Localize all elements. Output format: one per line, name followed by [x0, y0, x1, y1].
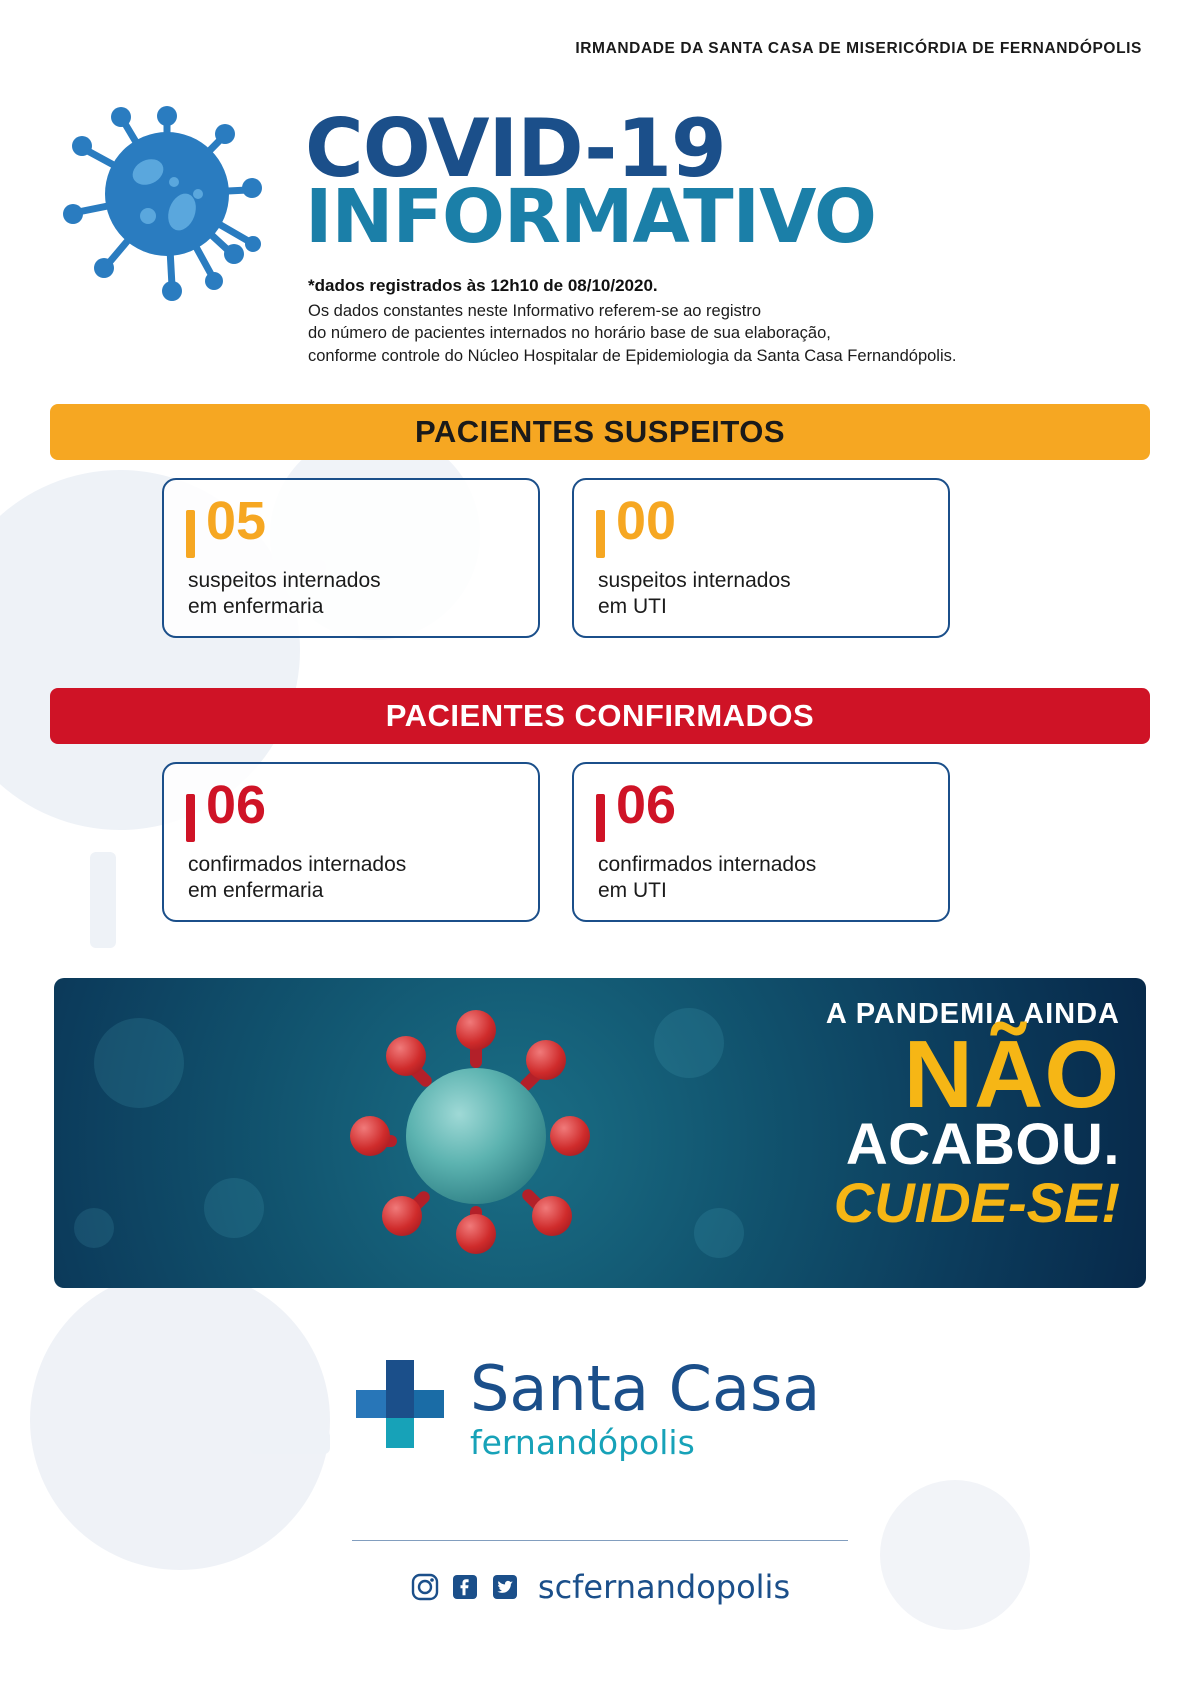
logo-wordmark: [470, 1352, 821, 1462]
campaign-line-4: CUIDE-SE!: [833, 1170, 1120, 1234]
data-note-line-3: conforme controle do Núcleo Hospitalar de Epidemiologia da Santa Casa Fernandópolis.: [308, 346, 957, 365]
data-note: [308, 276, 1098, 367]
campaign-line-3: ACABOU.: [845, 1112, 1120, 1178]
campaign-line-2: NÃO: [903, 1021, 1120, 1128]
title-informativo: INFORMATIVO: [305, 173, 876, 260]
data-note-timestamp: *dados registrados às 12h10 de 08/10/2020.: [308, 276, 658, 295]
stat-description-line-1: confirmados internados: [598, 853, 817, 876]
stat-value: 06: [206, 775, 267, 835]
instagram-icon[interactable]: [410, 1572, 440, 1602]
stat-description: [188, 852, 528, 905]
data-note-line-2: do número de pacientes internados no horário base de sua elaboração,: [308, 324, 831, 343]
twitter-icon[interactable]: [490, 1572, 520, 1602]
stat-description: [598, 852, 938, 905]
coronavirus-icon: [52, 94, 282, 304]
stat-card-suspeitos-uti: [572, 478, 950, 638]
social-handle[interactable]: scfernandopolis: [537, 1568, 791, 1606]
stat-description-line-2: em enfermaria: [188, 879, 324, 903]
footer-divider: [352, 1540, 848, 1541]
accent-bar: [596, 510, 605, 558]
stat-description: [598, 568, 938, 621]
santa-casa-cross-icon: [352, 1360, 448, 1470]
data-note-line-1: Os dados constantes neste Informativo referem-se ao registro: [308, 302, 762, 320]
stat-description-line-2: em UTI: [598, 879, 667, 903]
stat-card-suspeitos-enfermaria: [162, 478, 540, 638]
stat-value: 05: [206, 491, 267, 551]
section-banner-suspeitos: PACIENTES SUSPEITOS: [50, 404, 1150, 460]
poster-title: [305, 102, 876, 260]
accent-bar: [596, 794, 605, 842]
stat-description: [188, 568, 528, 621]
logo-primary-text: Santa Casa: [470, 1352, 821, 1425]
bokeh-decoration: [94, 1018, 184, 1108]
bokeh-decoration: [204, 1178, 264, 1238]
stat-description-line-2: em UTI: [598, 595, 667, 619]
stat-description-line-1: suspeitos internados: [188, 569, 381, 592]
facebook-icon[interactable]: [450, 1572, 480, 1602]
accent-bar: [186, 510, 195, 558]
title-covid: COVID-19: [305, 102, 726, 195]
section-banner-confirmados: PACIENTES CONFIRMADOS: [50, 688, 1150, 744]
campaign-text: [690, 998, 1120, 1234]
stat-description-line-2: em enfermaria: [188, 595, 324, 619]
coronavirus-illustration: [354, 1020, 594, 1245]
stat-description-line-1: suspeitos internados: [598, 569, 791, 592]
bokeh-decoration: [74, 1208, 114, 1248]
accent-bar: [186, 794, 195, 842]
logo-secondary-text: fernandópolis: [470, 1423, 695, 1462]
stat-card-confirmados-uti: [572, 762, 950, 922]
footer-logo: [0, 1352, 1200, 1512]
masthead: [0, 86, 1200, 376]
stat-value: 06: [616, 775, 677, 835]
campaign-banner: [54, 978, 1146, 1288]
stat-value: 00: [616, 491, 677, 551]
social-bar: [0, 1568, 1200, 1606]
organization-name: IRMANDADE DA SANTA CASA DE MISERICÓRDIA DE FERNANDÓPOLIS: [575, 40, 1142, 57]
campaign-line-1: A PANDEMIA AINDA: [825, 998, 1120, 1030]
stat-card-confirmados-enfermaria: [162, 762, 540, 922]
stat-description-line-1: confirmados internados: [188, 853, 407, 876]
